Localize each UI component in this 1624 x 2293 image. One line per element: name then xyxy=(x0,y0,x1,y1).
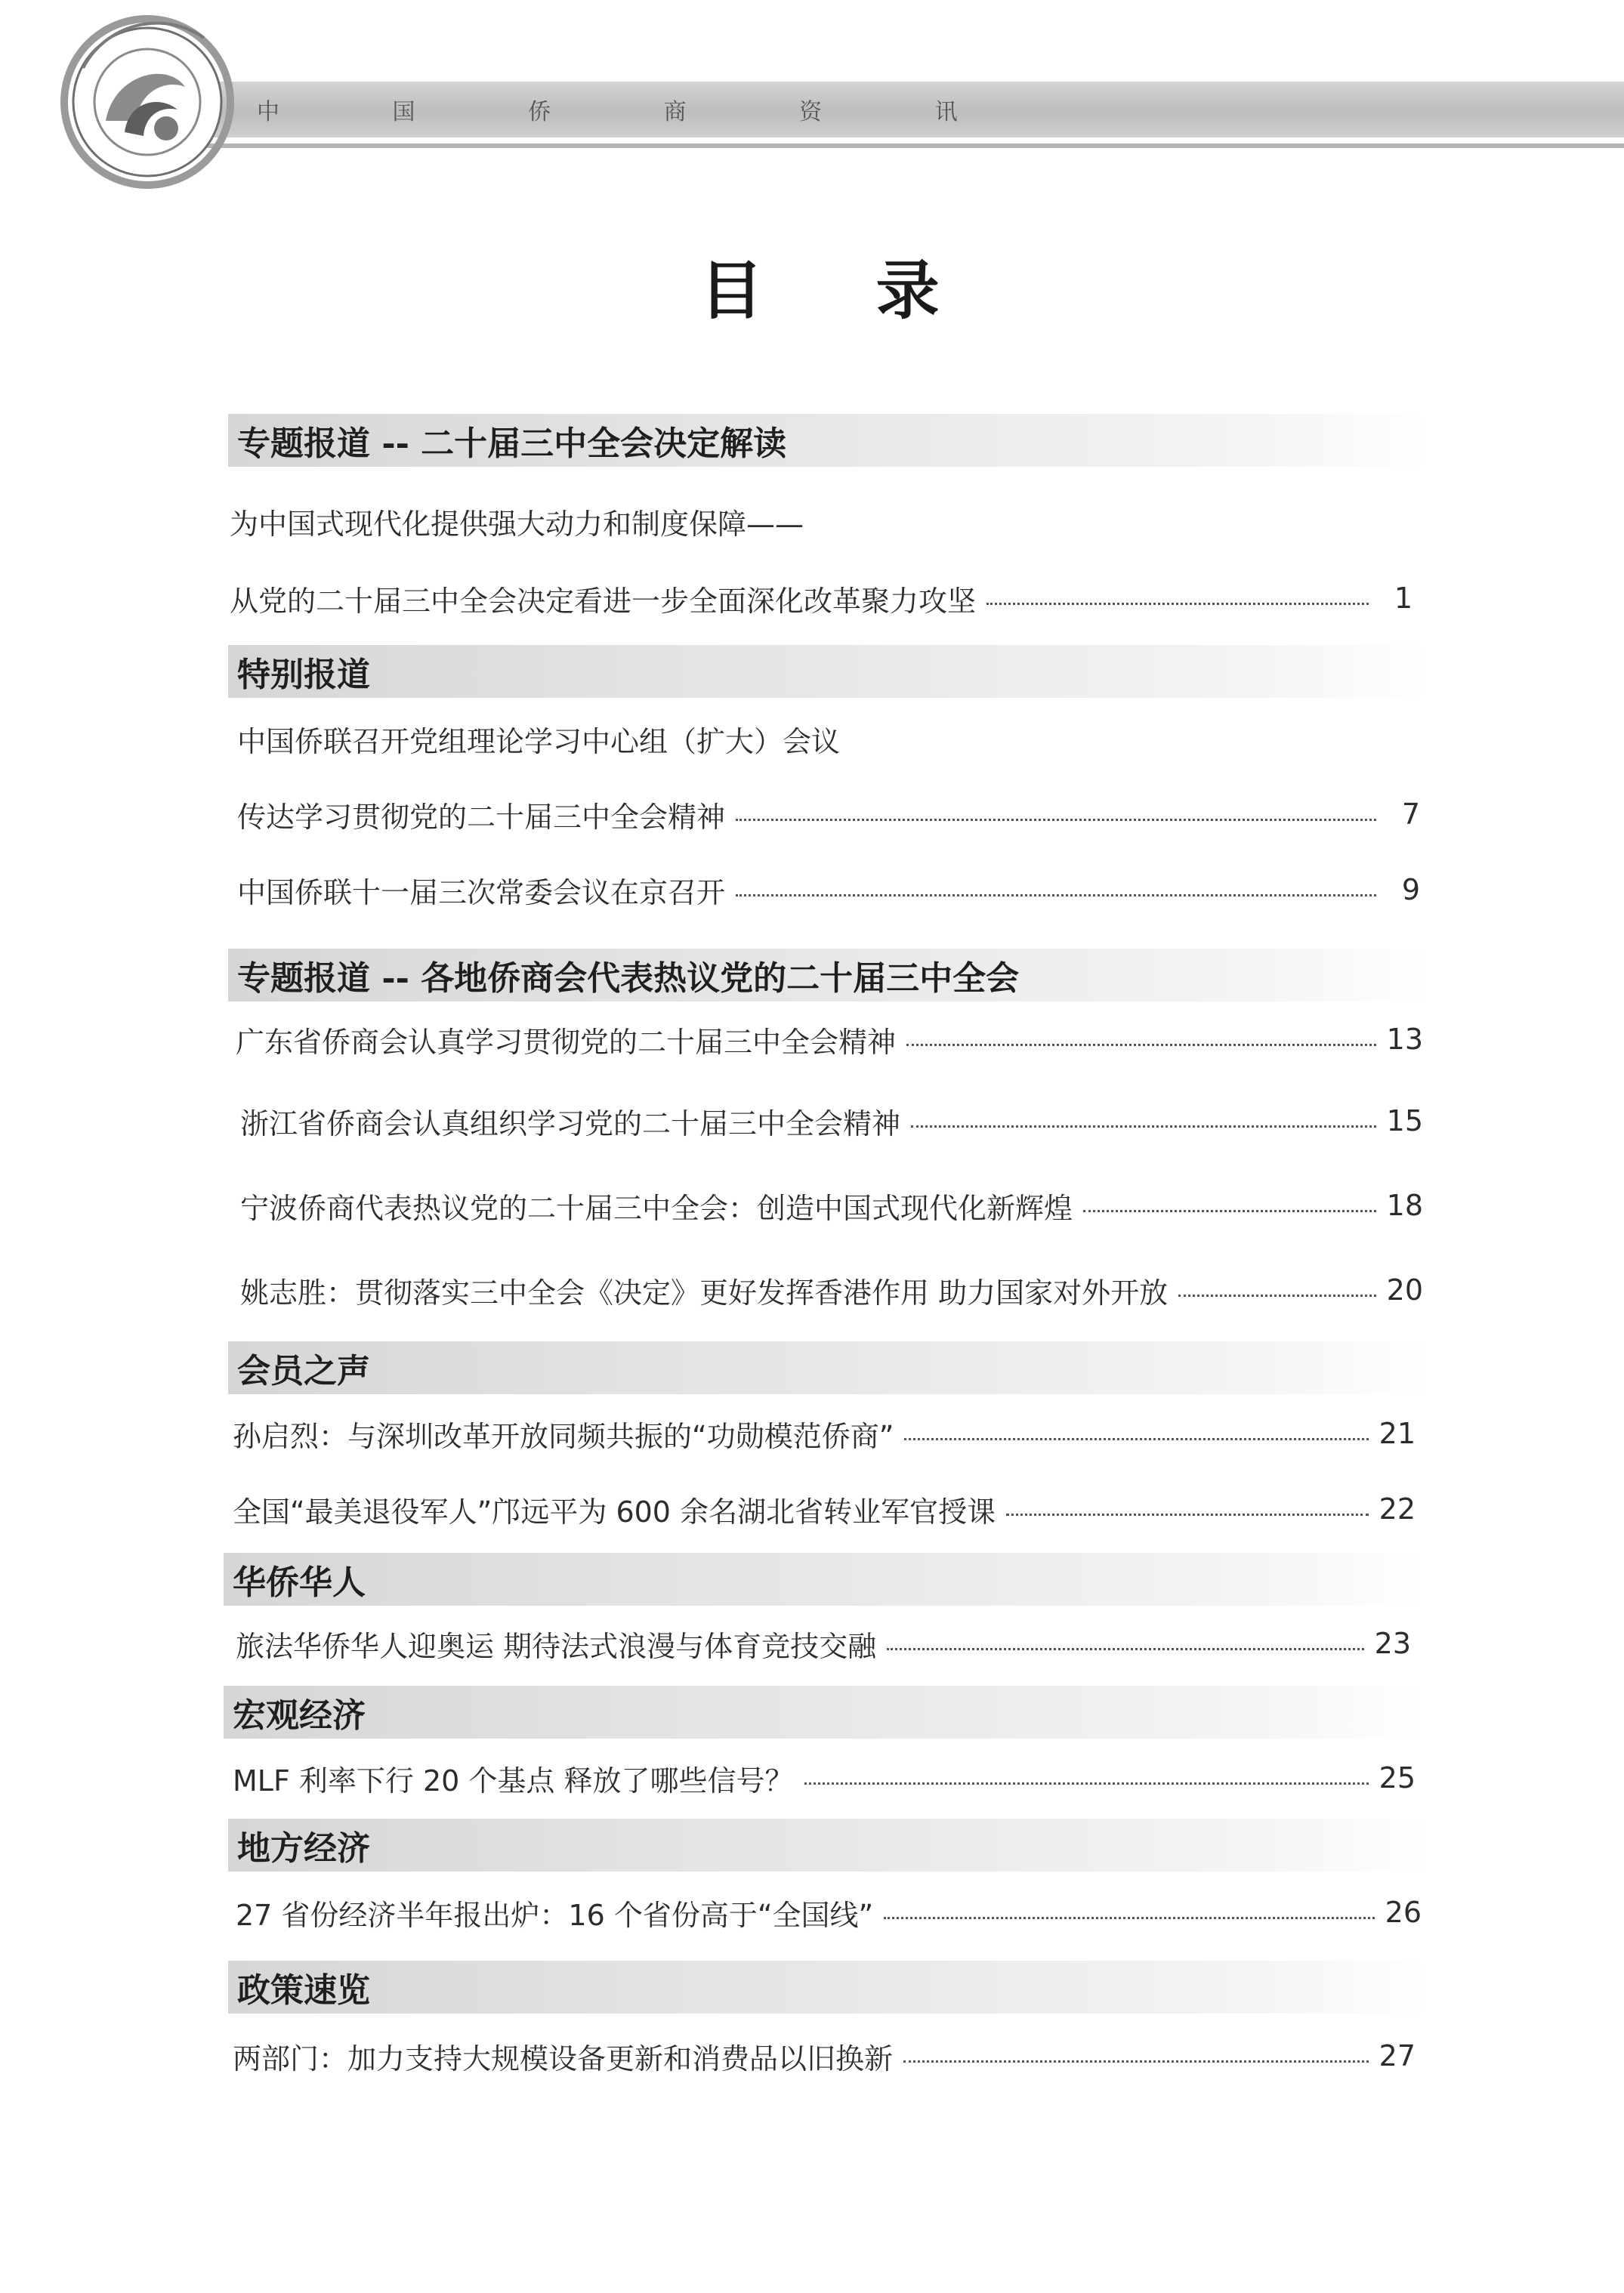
section-title: 会员之声 xyxy=(237,1352,370,1390)
toc-entry[interactable] xyxy=(233,1412,1416,1455)
dot-leader xyxy=(1083,1210,1376,1212)
section-heading xyxy=(228,645,1428,698)
dot-leader xyxy=(986,603,1369,605)
page-number: 23 xyxy=(1374,1627,1411,1660)
entry-title: 中国侨联十一届三次常委会议在京召开 xyxy=(237,875,726,909)
toc-entry[interactable] xyxy=(233,1757,1416,1799)
section-heading xyxy=(228,1341,1428,1394)
section-title: 专题报道 -- 各地侨商会代表热议党的二十届三中全会 xyxy=(237,959,1020,998)
section-heading xyxy=(228,414,1428,467)
section-title: 地方经济 xyxy=(237,1829,370,1868)
dot-leader xyxy=(804,1782,1369,1785)
section-title: 专题报道 -- 二十届三中全会决定解读 xyxy=(237,424,787,463)
page-number: 26 xyxy=(1385,1896,1422,1929)
publication-title: 中 国 侨 商 资 讯 xyxy=(257,99,1011,125)
toc-entry[interactable] xyxy=(236,1622,1411,1665)
toc-entry[interactable] xyxy=(237,718,1416,760)
section-heading xyxy=(228,1961,1428,2014)
section-heading xyxy=(228,1819,1428,1872)
toc-entry[interactable] xyxy=(237,869,1420,911)
dot-leader xyxy=(906,1044,1376,1046)
toc-entry[interactable] xyxy=(240,1100,1423,1142)
dot-leader xyxy=(911,1125,1376,1128)
page-number: 13 xyxy=(1386,1023,1423,1056)
entry-title: 27 省份经济半年报出炉：16 个省份高于“全国线” xyxy=(236,1898,874,1932)
toc-entry[interactable] xyxy=(236,1018,1423,1060)
section-title: 宏观经济 xyxy=(233,1696,366,1735)
page-number: 1 xyxy=(1394,582,1413,615)
page-title: 目 录 xyxy=(699,254,985,328)
entry-title: 两部门：加力支持大规模设备更新和消费品以旧换新 xyxy=(233,2041,894,2075)
entry-title: MLF 利率下行 20 个基点 释放了哪些信号？ xyxy=(233,1764,794,1798)
entry-title: 姚志胜：贯彻落实三中全会《决定》更好发挥香港作用 助力国家对外开放 xyxy=(240,1276,1169,1310)
page-number: 20 xyxy=(1386,1273,1423,1307)
section-heading xyxy=(224,1686,1423,1739)
federation-logo-icon xyxy=(53,8,242,196)
page-number: 15 xyxy=(1386,1104,1423,1137)
section-title: 特别报道 xyxy=(237,656,370,694)
dot-leader xyxy=(887,1648,1364,1650)
page-number: 7 xyxy=(1401,798,1420,831)
entry-title: 宁波侨商代表热议党的二十届三中全会：创造中国式现代化新辉煌 xyxy=(240,1191,1073,1225)
page-number: 27 xyxy=(1379,2039,1416,2072)
entry-title: 全国“最美退役军人”邝远平为 600 余名湖北省转业军官授课 xyxy=(233,1495,996,1529)
toc-entry[interactable] xyxy=(230,577,1413,619)
dot-leader xyxy=(884,1917,1374,1919)
page-number: 18 xyxy=(1386,1189,1423,1222)
entry-title: 中国侨联召开党组理论学习中心组（扩大）会议 xyxy=(237,724,841,758)
toc-entry[interactable] xyxy=(240,1269,1423,1311)
toc-entry[interactable] xyxy=(233,1488,1416,1530)
dot-leader xyxy=(1006,1514,1369,1516)
dot-leader xyxy=(736,819,1376,821)
entry-title: 浙江省侨商会认真组织学习党的二十届三中全会精神 xyxy=(240,1106,901,1140)
page-number: 9 xyxy=(1401,873,1420,906)
section-heading xyxy=(228,949,1428,1001)
entry-title: 为中国式现代化提供强大动力和制度保障—— xyxy=(230,507,804,541)
entry-title: 旅法华侨华人迎奥运 期待法式浪漫与体育竞技交融 xyxy=(236,1629,877,1663)
page-number: 22 xyxy=(1379,1492,1416,1526)
dot-leader xyxy=(1178,1295,1376,1297)
page-number: 25 xyxy=(1379,1761,1416,1795)
section-title: 政策速览 xyxy=(237,1971,370,2010)
toc-entry[interactable] xyxy=(237,793,1420,835)
entry-title: 孙启烈：与深圳改革开放同频共振的“功勋模范侨商” xyxy=(233,1419,894,1453)
entry-title: 传达学习贯彻党的二十届三中全会精神 xyxy=(237,800,726,834)
section-heading xyxy=(224,1553,1423,1606)
dot-leader xyxy=(904,1438,1368,1440)
section-title: 华侨华人 xyxy=(233,1563,366,1602)
entry-title: 从党的二十届三中全会决定看进一步全面深化改革聚力攻坚 xyxy=(230,584,977,618)
toc-entry[interactable] xyxy=(233,2035,1416,2077)
toc-entry[interactable] xyxy=(240,1184,1423,1227)
dot-leader xyxy=(903,2060,1369,2063)
page-number: 21 xyxy=(1379,1417,1416,1450)
header-rule xyxy=(174,144,1624,148)
toc-entry[interactable] xyxy=(236,1891,1422,1933)
entry-title: 广东省侨商会认真学习贯彻党的二十届三中全会精神 xyxy=(236,1025,897,1059)
toc-entry[interactable] xyxy=(230,500,1408,542)
dot-leader xyxy=(736,894,1376,897)
